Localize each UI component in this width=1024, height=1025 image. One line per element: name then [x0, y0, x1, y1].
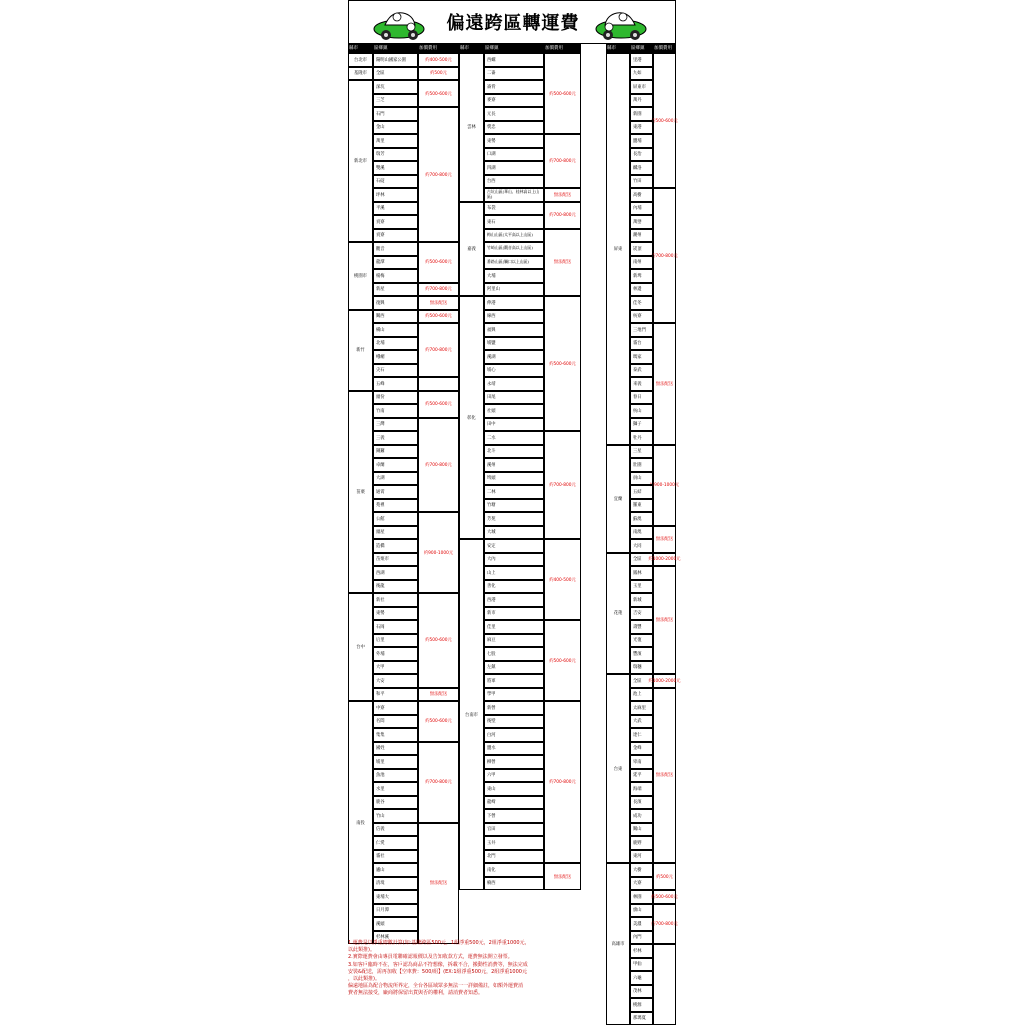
area-cell: 尖石: [373, 364, 418, 378]
area-cell: 金山: [373, 121, 418, 135]
area-cell: 三星: [630, 445, 653, 459]
area-cell: 龍崎: [484, 796, 544, 810]
area-cell: 日月潭: [373, 904, 418, 918]
area-cell: 新園: [630, 107, 653, 121]
table-header: [348, 44, 459, 53]
area-cell: 甲仙: [630, 958, 653, 972]
area-cell: 六龜: [630, 971, 653, 985]
area-cell: 春日: [630, 391, 653, 405]
area-cell: 鳳林: [630, 566, 653, 580]
area-cell: 芳苑: [484, 512, 544, 526]
area-cell: 卑南: [630, 755, 653, 769]
area-cell: 西螺: [484, 53, 544, 67]
area-cell: 新營: [484, 701, 544, 715]
area-cell: 清境: [373, 877, 418, 891]
city-cell: 彰化: [459, 296, 484, 539]
area-cell: 大湖: [373, 472, 418, 486]
city-cell: 新竹: [348, 310, 373, 391]
area-cell: 苗栗市: [373, 553, 418, 567]
fee-cell: [418, 377, 459, 391]
fee-cell: 約700-800元: [653, 188, 676, 323]
area-cell: 崙背: [484, 80, 544, 94]
area-cell: 大同: [630, 539, 653, 553]
area-cell: 獅子: [630, 418, 653, 432]
area-cell: 大樹: [630, 863, 653, 877]
fee-cell: [653, 944, 676, 1025]
area-cell: 美濃: [630, 917, 653, 931]
table-column-1: [348, 44, 459, 936]
area-cell: 溪頭: [373, 917, 418, 931]
fee-cell: 無法配送: [418, 823, 459, 945]
area-cell: 麟洛: [630, 161, 653, 175]
area-cell: 田中: [484, 418, 544, 432]
fee-cell: 約500元: [653, 863, 676, 890]
area-cell: 新城: [630, 593, 653, 607]
area-cell: 卓蘭: [373, 458, 418, 472]
area-cell: 貢寮: [373, 215, 418, 229]
area-cell: 東石: [484, 215, 544, 229]
area-cell: 杉林: [630, 944, 653, 958]
area-cell: 新屋: [373, 283, 418, 297]
city-cell: 台南市: [459, 539, 484, 890]
fee-cell: 約500-600元: [544, 53, 581, 134]
note-line: 以此類推)。: [348, 947, 584, 954]
city-cell: 屏東: [606, 53, 630, 445]
area-cell: 屏東市: [630, 80, 653, 94]
area-cell: 大甲: [373, 661, 418, 675]
area-cell: 南澳: [630, 526, 653, 540]
area-cell: 楠西: [484, 877, 544, 891]
area-cell: 太麻里: [630, 701, 653, 715]
fee-cell: 約700-800元: [418, 283, 459, 297]
area-cell: 鹿野: [630, 836, 653, 850]
city-cell: 花蓮: [606, 553, 630, 675]
area-cell: 光復: [630, 634, 653, 648]
fee-cell: 約500-600元: [418, 391, 459, 418]
area-cell: 大寮: [630, 877, 653, 891]
area-cell: 長濱: [630, 796, 653, 810]
city-cell: 台中: [348, 593, 373, 701]
area-cell: 全區: [630, 674, 653, 688]
area-cell: 集集: [373, 728, 418, 742]
area-cell: 將軍: [484, 674, 544, 688]
area-cell: 萬巒: [630, 215, 653, 229]
area-cell: 埔里: [373, 755, 418, 769]
area-cell: 溪州: [484, 458, 544, 472]
fee-cell: 無法配送: [418, 688, 459, 702]
fee-cell: 約900-1000元: [418, 512, 459, 593]
note-line: ，以此類推)。: [348, 976, 584, 983]
area-cell: 官田: [484, 823, 544, 837]
area-cell: 番路山區(觸口以上山區): [484, 256, 544, 270]
area-cell: 玉里: [630, 580, 653, 594]
area-cell: 壯圍: [630, 458, 653, 472]
area-cell: 桃源: [630, 998, 653, 1012]
fee-cell: 無法配送: [653, 526, 676, 553]
fee-cell: 約700-800元: [418, 418, 459, 513]
area-cell: 學甲: [484, 688, 544, 702]
area-cell: 杉林溪: [373, 931, 418, 945]
area-cell: 九如: [630, 67, 653, 81]
area-cell: 善化: [484, 580, 544, 594]
header-city: 縣市: [349, 44, 358, 53]
area-cell: 竹田: [630, 175, 653, 189]
header-area: 區鄉鎮: [374, 44, 388, 53]
area-cell: 大內: [484, 553, 544, 567]
city-cell: 新北市: [348, 80, 373, 242]
area-cell: 來義: [630, 377, 653, 391]
area-cell: 雙溪: [373, 161, 418, 175]
note-line: 費者無法接受，廠商將保留出貨與否的權利，請消費者知悉。: [348, 990, 584, 997]
area-cell: 埔心: [484, 364, 544, 378]
city-cell: 雲林: [459, 53, 484, 202]
area-cell: 東山: [484, 782, 544, 796]
area-cell: 茂林: [630, 985, 653, 999]
area-cell: 國姓: [373, 742, 418, 756]
fee-cell: 約500-600元: [653, 53, 676, 188]
area-cell: 佳冬: [630, 296, 653, 310]
car-icon: [595, 7, 647, 41]
area-cell: 關西: [373, 310, 418, 324]
area-cell: 竹南: [373, 404, 418, 418]
header-fee: 加價費用: [654, 44, 672, 53]
area-cell: 福興: [484, 323, 544, 337]
area-cell: 玉井: [484, 836, 544, 850]
area-cell: 貢寮: [373, 229, 418, 243]
area-cell: 瑞穗: [630, 661, 653, 675]
area-cell: 後龍: [373, 580, 418, 594]
fee-cell: 約700-800元: [653, 904, 676, 945]
area-cell: 枋寮: [630, 310, 653, 324]
area-cell: 北埔: [373, 337, 418, 351]
area-cell: 橫山: [373, 323, 418, 337]
area-cell: 員山: [630, 472, 653, 486]
area-cell: 麻豆: [484, 634, 544, 648]
area-cell: 霧社: [373, 850, 418, 864]
note-line: 3.如客戶臨時不在，客戶認為商品不符想像，拆載不合，搬動性消費等，無法完成: [348, 962, 584, 969]
page-title: 偏遠跨區轉運費: [349, 9, 677, 35]
area-cell: 石碇: [373, 175, 418, 189]
area-cell: 瑞芳: [373, 148, 418, 162]
area-cell: 金峰: [630, 742, 653, 756]
area-cell: 伸港: [484, 296, 544, 310]
area-cell: 公館: [373, 512, 418, 526]
area-cell: 延平: [630, 769, 653, 783]
area-cell: 新市: [484, 607, 544, 621]
area-cell: 西湖: [373, 566, 418, 580]
note-line: 安裝&配送，需再加收【空車費：500/組】(EX:1組淨重500元，2組淨重1000元: [348, 969, 584, 976]
area-cell: 楊梅: [373, 269, 418, 283]
area-cell: 安定: [484, 539, 544, 553]
area-cell: 頭份: [373, 391, 418, 405]
notes-block: [348, 940, 584, 1024]
area-cell: 台西: [484, 175, 544, 189]
area-cell: 崁頂: [630, 242, 653, 256]
area-cell: 永靖: [484, 377, 544, 391]
area-cell: 全區: [373, 67, 418, 81]
area-cell: 信義: [373, 823, 418, 837]
city-cell: 宜蘭: [606, 445, 630, 553]
area-cell: 竹崎山區(觀音高以上山區): [484, 242, 544, 256]
area-cell: 鹿谷: [373, 796, 418, 810]
area-cell: 元長: [484, 107, 544, 121]
area-cell: 麥寮: [484, 94, 544, 108]
fee-cell: 約500-600元: [544, 296, 581, 431]
fee-cell: 無法配送: [653, 566, 676, 674]
area-cell: 白河: [484, 728, 544, 742]
area-cell: 二水: [484, 431, 544, 445]
header-area: 區鄉鎮: [631, 44, 645, 53]
area-cell: 深坑: [373, 80, 418, 94]
fee-cell: 約400-500元: [544, 539, 581, 620]
area-cell: 東埔大: [373, 890, 418, 904]
fee-cell: 無法配送: [544, 188, 581, 202]
fee-cell: 無法配送: [653, 323, 676, 445]
fee-cell: 約500-600元: [418, 80, 459, 107]
city-cell: 台北市: [348, 53, 373, 67]
fee-cell: 約700-800元: [544, 134, 581, 188]
area-cell: 柳營: [484, 755, 544, 769]
area-cell: 造橋: [373, 539, 418, 553]
fee-cell: 約500元: [418, 67, 459, 81]
table-header: [606, 44, 676, 53]
area-cell: 佳里: [484, 620, 544, 634]
area-cell: 海端: [630, 782, 653, 796]
area-cell: 東勢: [373, 607, 418, 621]
note-line: 偏遠地區為配合物流所界定，全台各區域眾多無法一一詳細備註，如額外運費消: [348, 983, 584, 990]
area-cell: 那瑪夏: [630, 1012, 653, 1025]
area-cell: 里港: [630, 53, 653, 67]
area-cell: 霧台: [630, 337, 653, 351]
area-cell: 布袋: [484, 202, 544, 216]
shipping-fee-sheet: [348, 0, 676, 1024]
fee-cell: 無法配送: [544, 863, 581, 890]
area-cell: 東勢: [484, 134, 544, 148]
area-cell: 四湖: [484, 161, 544, 175]
fee-cell: 約500-600元: [418, 242, 459, 283]
table-column-3: [606, 44, 676, 936]
area-cell: 六甲: [484, 769, 544, 783]
area-cell: 石門: [373, 107, 418, 121]
area-cell: 梅山山區(太平高以上山區): [484, 229, 544, 243]
area-cell: 羅東: [630, 499, 653, 513]
fee-cell: 無法配送: [544, 229, 581, 297]
area-cell: 線西: [484, 310, 544, 324]
area-cell: 口湖: [484, 148, 544, 162]
fee-cell: 約500-600元: [418, 701, 459, 742]
area-cell: 三灣: [373, 418, 418, 432]
area-cell: 鹽埔: [630, 134, 653, 148]
area-cell: 名間: [373, 715, 418, 729]
note-line: 1.運費是以淨重總數計算(如:基隆跨區500元，1組淨重500元，2組淨重1000元，: [348, 940, 584, 947]
area-cell: 廬山: [373, 863, 418, 877]
area-cell: 泰武: [630, 364, 653, 378]
area-cell: 三地門: [630, 323, 653, 337]
area-cell: 林邊: [630, 283, 653, 297]
area-cell: 關山: [630, 823, 653, 837]
area-cell: 峨嵋: [373, 350, 418, 364]
area-cell: 田尾: [484, 391, 544, 405]
header-city: 縣市: [607, 44, 616, 53]
area-cell: 下營: [484, 809, 544, 823]
area-cell: 牡丹: [630, 431, 653, 445]
area-cell: 五峰: [373, 377, 418, 391]
area-cell: 內門: [630, 931, 653, 945]
title-banner: [348, 0, 676, 44]
fee-cell: 無法配送: [418, 296, 459, 310]
area-cell: 大安: [373, 674, 418, 688]
area-cell: 水里: [373, 782, 418, 796]
area-cell: 南化: [484, 863, 544, 877]
area-cell: 蘇澳: [630, 512, 653, 526]
area-cell: 七股: [484, 647, 544, 661]
area-cell: 達仁: [630, 728, 653, 742]
fee-cell: 約700-800元: [418, 107, 459, 242]
area-cell: 吉安: [630, 607, 653, 621]
area-cell: 長治: [630, 148, 653, 162]
city-cell: 高雄市: [606, 863, 630, 1025]
area-cell: 林園: [630, 890, 653, 904]
city-cell: 台東: [606, 674, 630, 863]
city-cell: 南投: [348, 701, 373, 944]
area-cell: 頭屋: [373, 526, 418, 540]
area-cell: 三芝: [373, 94, 418, 108]
city-cell: 嘉義: [459, 202, 484, 297]
fee-cell: 約700-800元: [544, 701, 581, 863]
area-cell: 高樹: [630, 188, 653, 202]
area-cell: 竹塘: [484, 499, 544, 513]
area-cell: 外埔: [373, 647, 418, 661]
area-cell: 竹山: [373, 809, 418, 823]
note-line: 2.實際運費會由專員電聯確認報價以及告知收款方式，運費無法開立發票。: [348, 954, 584, 961]
area-cell: 坪林: [373, 188, 418, 202]
table-header: [459, 44, 581, 53]
area-cell: 阿里山: [484, 283, 544, 297]
area-cell: 旗山: [630, 904, 653, 918]
area-cell: 東港: [630, 121, 653, 135]
fee-cell: 無法配送: [653, 688, 676, 864]
city-cell: 苗栗: [348, 391, 373, 594]
area-cell: 平溪: [373, 202, 418, 216]
area-cell: 豐濱: [630, 647, 653, 661]
area-cell: 西港: [484, 593, 544, 607]
area-cell: 北門: [484, 850, 544, 864]
area-cell: 南州: [630, 256, 653, 270]
area-cell: 枋山: [630, 404, 653, 418]
area-cell: 陽明山國家公園: [373, 53, 418, 67]
fee-cell: 約500-600元: [418, 310, 459, 324]
area-cell: 三義: [373, 431, 418, 445]
header-city: 縣市: [460, 44, 469, 53]
area-cell: 五結: [630, 485, 653, 499]
area-cell: 大武: [630, 715, 653, 729]
area-cell: 山上: [484, 566, 544, 580]
fee-cell: 約700-800元: [418, 742, 459, 823]
area-cell: 仁愛: [373, 836, 418, 850]
area-cell: 全區: [630, 553, 653, 567]
fee-cell: 約700-800元: [544, 202, 581, 229]
area-cell: 龍潭: [373, 256, 418, 270]
area-cell: 左鎮: [484, 661, 544, 675]
area-cell: 石岡: [373, 620, 418, 634]
area-cell: 古坑山區(華山、桂林高以上山區): [484, 188, 544, 202]
fee-cell: 約700-800元: [418, 323, 459, 377]
fee-cell: 約500-600元: [544, 620, 581, 701]
area-cell: 后里: [373, 634, 418, 648]
area-cell: 成功: [630, 809, 653, 823]
fee-cell: 約1000-2000元: [653, 553, 676, 567]
area-cell: 埔鹽: [484, 337, 544, 351]
area-cell: 大城: [484, 526, 544, 540]
area-cell: 觀音: [373, 242, 418, 256]
fee-cell: 約900-1000元: [653, 445, 676, 526]
area-cell: 池上: [630, 688, 653, 702]
area-cell: 萬丹: [630, 94, 653, 108]
area-cell: 中寮: [373, 701, 418, 715]
city-cell: 基隆市: [348, 67, 373, 81]
area-cell: 內埔: [630, 202, 653, 216]
area-cell: 社頭: [484, 404, 544, 418]
header-fee: 加價費用: [419, 44, 437, 53]
area-cell: 通霄: [373, 485, 418, 499]
area-cell: 苑裡: [373, 499, 418, 513]
area-cell: 復興: [373, 296, 418, 310]
area-cell: 二崙: [484, 67, 544, 81]
area-cell: 溪湖: [484, 350, 544, 364]
area-cell: 萬里: [373, 134, 418, 148]
area-cell: 瑪家: [630, 350, 653, 364]
area-cell: 新埤: [630, 269, 653, 283]
area-cell: 後壁: [484, 715, 544, 729]
area-cell: 大埔: [484, 269, 544, 283]
area-cell: 新社: [373, 593, 418, 607]
area-cell: 銅鑼: [373, 445, 418, 459]
fee-cell: 約500-600元: [418, 593, 459, 688]
fee-cell: 約1000-2000元: [653, 674, 676, 688]
area-cell: 鹽水: [484, 742, 544, 756]
fee-cell: 約400-500元: [418, 53, 459, 67]
area-cell: 東河: [630, 850, 653, 864]
area-cell: 和平: [373, 688, 418, 702]
area-cell: 埤頭: [484, 472, 544, 486]
fee-cell: 約500-600元: [653, 890, 676, 904]
area-cell: 褒忠: [484, 121, 544, 135]
area-cell: 二林: [484, 485, 544, 499]
fee-cell: 約700-800元: [544, 431, 581, 539]
area-cell: 魚池: [373, 769, 418, 783]
table-column-2: [459, 44, 581, 936]
header-fee: 加價費用: [545, 44, 563, 53]
area-cell: 北斗: [484, 445, 544, 459]
header-area: 區鄉鎮: [485, 44, 499, 53]
area-cell: 壽豐: [630, 620, 653, 634]
city-cell: 桃園市: [348, 242, 373, 310]
area-cell: 潮州: [630, 229, 653, 243]
fee-table: [348, 44, 676, 936]
